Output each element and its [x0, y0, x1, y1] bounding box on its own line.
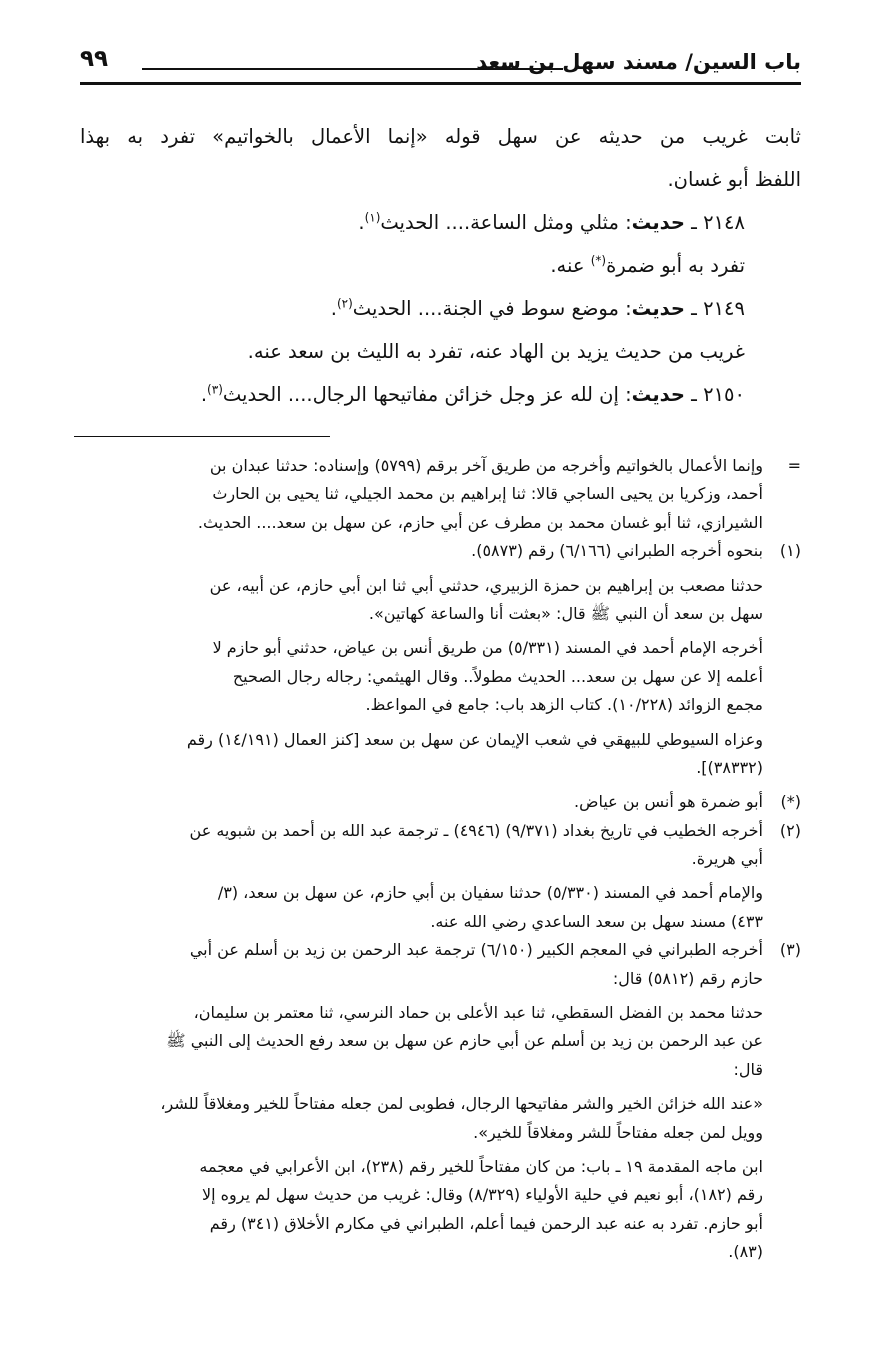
footnote-line [74, 600, 801, 628]
footnote-text: ٤٣٣) مسند سهل بن سعد الساعدي رضي الله عنه. [430, 911, 763, 931]
footnote-text: وويل لمن جعله مفتاحاً للشر ومغلاقاً للخير». [473, 1122, 763, 1142]
footnote-ref: (٢) [336, 296, 353, 311]
footnote-text: حدثنا مصعب بن إبراهيم بن حمزة الزبيري، حدثني أبي ثنا ابن أبي حازم، عن أبيه، عن [209, 575, 763, 595]
text-run: : إن لله عز وجل خزائن مفاتيحها الرجال.... الحديث [222, 383, 632, 406]
footnote-text: مجمع الزوائد (١٠/٢٢٨). كتاب الزهد باب: جامع في المواعظ. [365, 695, 763, 715]
footnote-line [74, 936, 801, 964]
text-line [80, 330, 801, 373]
footnote-text: أخرجه الطبراني في المعجم الكبير (٦/١٥٠) ترجمة عبد الرحمن بن زيد بن أسلم عن أبي [189, 940, 763, 960]
footnote-line [74, 817, 801, 845]
text-run: ٢١٤٩ ـ [684, 297, 745, 320]
footnote-separator [74, 436, 330, 437]
footnote-line [74, 663, 801, 691]
text-run: . [200, 383, 208, 406]
page-number: ٩٩ [80, 46, 109, 72]
hadith-label: حديث [631, 211, 685, 234]
footnote-text: وإنما الأعمال بالخواتيم وأخرجه من طريق آخر برقم (٥٧٩٩) وإسناده: حدثنا عبدان بن [209, 456, 763, 475]
footnote-line [74, 1056, 801, 1084]
footnote-line [74, 788, 801, 816]
text-line [80, 115, 801, 158]
footnote-text: ابن ماجه المقدمة ١٩ ـ باب: من كان مفتاحاً للخير رقم (٢٣٨)، ابن الأعرابي في معجمه [199, 1156, 763, 1176]
chapter-title: باب السين/ مسند سهل بن سعد [476, 50, 801, 74]
running-header [80, 44, 801, 84]
footnote-line [74, 572, 801, 600]
text-run: : مثلي ومثل الساعة.... الحديث [380, 211, 632, 234]
footnote-text: أخرجه الخطيب في تاريخ بغداد (٩/٣٧١) (٤٩٤٦) ـ ترجمة عبد الله بن أحمد بن شبويه عن [189, 820, 763, 840]
header-rule [142, 68, 563, 70]
text-run: غريب من حديث يزيد بن الهاد عنه، تفرد به الليث بن سعد عنه. [247, 340, 745, 363]
header-underline [80, 82, 801, 85]
footnote-ref: (*) [590, 253, 607, 268]
footnote-text: والإمام أحمد في المسند (٥/٣٣٠) حدثنا سفيان بن أبي حازم، عن سهل بن سعد، (٣/ [217, 883, 763, 903]
footnote-line [74, 691, 801, 719]
hadith-label: حديث [631, 383, 685, 406]
text-run: . [330, 297, 337, 320]
footnote-text: أبو حازم. تفرد به عنه عبد الرحمن فيما أعلم، الطبراني في مكارم الأخلاق (٣٤١) رقم [209, 1213, 763, 1233]
footnote-line [74, 845, 801, 873]
footnote-text: قال: [733, 1059, 763, 1079]
footnote-line [74, 965, 801, 993]
footnote-marker: (١) [779, 541, 801, 561]
footnote-line [74, 537, 801, 565]
text-run: . [358, 211, 365, 234]
footnote-text: أخرجه الإمام أحمد في المسند (٥/٣٣١) من طريق أنس بن عياض، حدثني أبو حازم لا [212, 638, 763, 658]
footnote-line [74, 999, 801, 1027]
footnote-text: بنحوه أخرجه الطبراني (٦/١٦٦) رقم (٥٨٧٣). [471, 541, 763, 561]
footnotes [74, 452, 801, 1267]
footnote-marker: (*) [780, 792, 801, 812]
footnote-text: (٣٨٣٣٢)]. [696, 757, 763, 777]
text-run: ٢١٤٨ ـ [684, 211, 745, 234]
main-text [80, 115, 801, 416]
text-line [80, 373, 801, 416]
footnote-text: حدثنا محمد بن الفضل السقطي، ثنا عبد الأعلى بن حماد النرسي، ثنا معتمر بن سليمان، [193, 1003, 763, 1023]
footnote-text: (٨٣). [728, 1242, 763, 1262]
footnote-text: الشيرازي، ثنا أبو غسان محمد بن مطرف عن أبي حازم، عن سهل بن سعد.... الحديث. [197, 512, 763, 532]
footnote-text: عن عبد الرحمن بن زيد بن أسلم عن أبي حازم عن سهل بن سعد رفع الحديث إلى النبي ﷺ [166, 1031, 763, 1051]
footnote-marker: (٣) [779, 940, 801, 960]
footnote-text: أعلمه إلا عن سهل بن سعد... الحديث مطولاً.. وقال الهيثمي: رجاله رجال الصحيح [232, 666, 763, 686]
text-run: عنه. [550, 254, 591, 277]
text-run: ثابت غريب من حديثه عن سهل قوله «إنما الأعمال بالخواتيم» تفرد به بهذا [80, 125, 801, 148]
footnote-line [74, 634, 801, 662]
footnote-marker: = [787, 456, 801, 475]
footnote-marker: (٢) [779, 820, 801, 840]
footnote-line [74, 908, 801, 936]
text-run: ٢١٥٠ ـ [684, 383, 745, 406]
footnote-line [74, 1027, 801, 1055]
text-line [80, 244, 801, 287]
text-line [80, 201, 801, 244]
footnote-line [74, 452, 801, 480]
footnote-text: سهل بن سعد أن النبي ﷺ قال: «بعثت أنا والساعة كهاتين». [368, 603, 763, 623]
footnote-line [74, 1119, 801, 1147]
footnote-text: أحمد، وزكريا بن يحيى الساجي قالا: ثنا إبراهيم بن محمد الجيلي، ثنا يحيى بن الحارث [212, 484, 763, 504]
footnote-line [74, 879, 801, 907]
footnote-line [74, 1153, 801, 1181]
footnote-line [74, 754, 801, 782]
text-run: : موضع سوط في الجنة.... الحديث [352, 297, 632, 320]
text-run: اللفظ أبو غسان. [667, 168, 801, 191]
footnote-text: «عند الله خزائن الخير والشر مفاتيحها الرجال، فطوبى لمن جعله مفتاحاً للخير ومغلاقاً للشر، [160, 1094, 763, 1114]
footnote-line [74, 1238, 801, 1266]
text-line [80, 287, 801, 330]
text-line [80, 158, 801, 201]
footnote-text: أبو ضمرة هو أنس بن عياض. [574, 792, 763, 812]
footnote-ref: (٣) [207, 382, 223, 397]
footnote-text: حازم رقم (٥٨١٢) قال: [612, 968, 763, 988]
footnote-line [74, 1181, 801, 1209]
footnote-text: أبي هريرة. [691, 849, 763, 869]
text-run: تفرد به أبو ضمرة [606, 254, 745, 277]
hadith-label: حديث [631, 297, 685, 320]
footnote-ref: (١) [364, 210, 381, 225]
footnote-line [74, 1210, 801, 1238]
footnote-line [74, 480, 801, 508]
footnote-line [74, 509, 801, 537]
footnote-line [74, 1090, 801, 1118]
footnote-text: وعزاه السيوطي للبيهقي في شعب الإيمان عن سهل بن سعد [كنز العمال (١٤/١٩١) رقم [186, 729, 763, 749]
footnote-line [74, 726, 801, 754]
footnote-text: رقم (١٨٢)، أبو نعيم في حلية الأولياء (٨/٣٢٩) وقال: غريب من حديث سهل لم يروه إلا [202, 1185, 763, 1205]
